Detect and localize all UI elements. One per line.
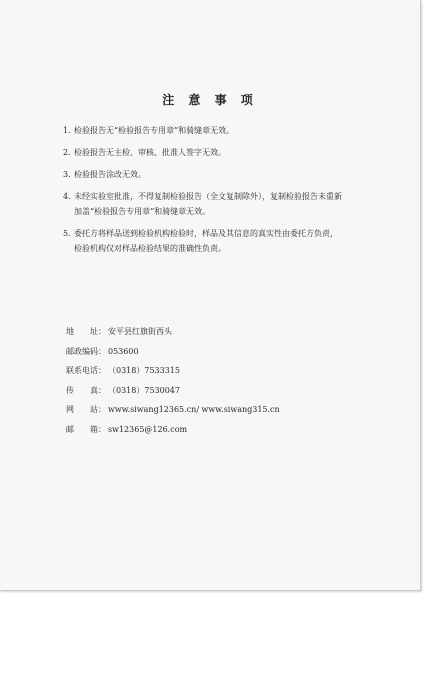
email-value: sw12365@126.com <box>108 424 188 434</box>
postcode-label: 邮政编码： <box>66 346 106 356</box>
website-label: 网 站： <box>66 405 106 414</box>
note-item-3 <box>63 167 393 182</box>
contact-info <box>66 322 386 439</box>
note-text: 检验报告无“检验报告专用章”和骑缝章无效。 <box>74 126 235 135</box>
website-value: www.siwang12365.cn/ www.siwang315.cn <box>108 405 280 414</box>
fax-value: （0318）7530047 <box>108 385 180 395</box>
fax-label: 传 真： <box>66 385 106 395</box>
note-number: 1. <box>63 126 71 135</box>
note-text-continued: 检验机构仅对样品检验结果的准确性负责。 <box>74 244 226 253</box>
note-text: 未经实验室批准，不得复制检验报告（全文复制除外），复制检验报告未重新 <box>74 192 342 201</box>
postcode-value: 053600 <box>108 346 139 356</box>
note-text: 委托方将样品送到检验机构检验时，样品及其信息的真实性由委托方负责， <box>74 229 338 238</box>
note-number: 4. <box>63 192 71 201</box>
page-title: 注 意 事 项 <box>162 93 258 107</box>
email-label: 邮 箱： <box>66 424 106 434</box>
phone-label: 联系电话： <box>66 366 106 375</box>
note-text: 检验报告无主检、审核、批准人签字无效。 <box>74 148 226 157</box>
contact-row-phone <box>66 361 386 381</box>
contact-row-website <box>66 400 386 420</box>
note-number: 3. <box>63 170 71 179</box>
note-number: 5. <box>63 229 71 238</box>
note-text: 检验报告涂改无效。 <box>74 170 146 179</box>
contact-row-fax <box>66 381 386 401</box>
note-item-4 <box>63 189 393 219</box>
address-label: 地 址： <box>66 327 106 336</box>
note-item-2 <box>63 145 393 160</box>
note-text-continued: 加盖“检验报告专用章”和骑缝章无效。 <box>74 207 211 216</box>
phone-value: （0318）7533315 <box>108 366 180 375</box>
note-item-1 <box>63 123 393 138</box>
contact-row-postcode <box>66 342 386 362</box>
note-number: 2. <box>63 148 71 157</box>
note-item-5 <box>63 226 393 256</box>
notes-list <box>63 123 393 263</box>
contact-row-email <box>66 420 386 440</box>
address-value: 安平县红旗街西头 <box>108 327 172 336</box>
contact-row-address <box>66 322 386 342</box>
